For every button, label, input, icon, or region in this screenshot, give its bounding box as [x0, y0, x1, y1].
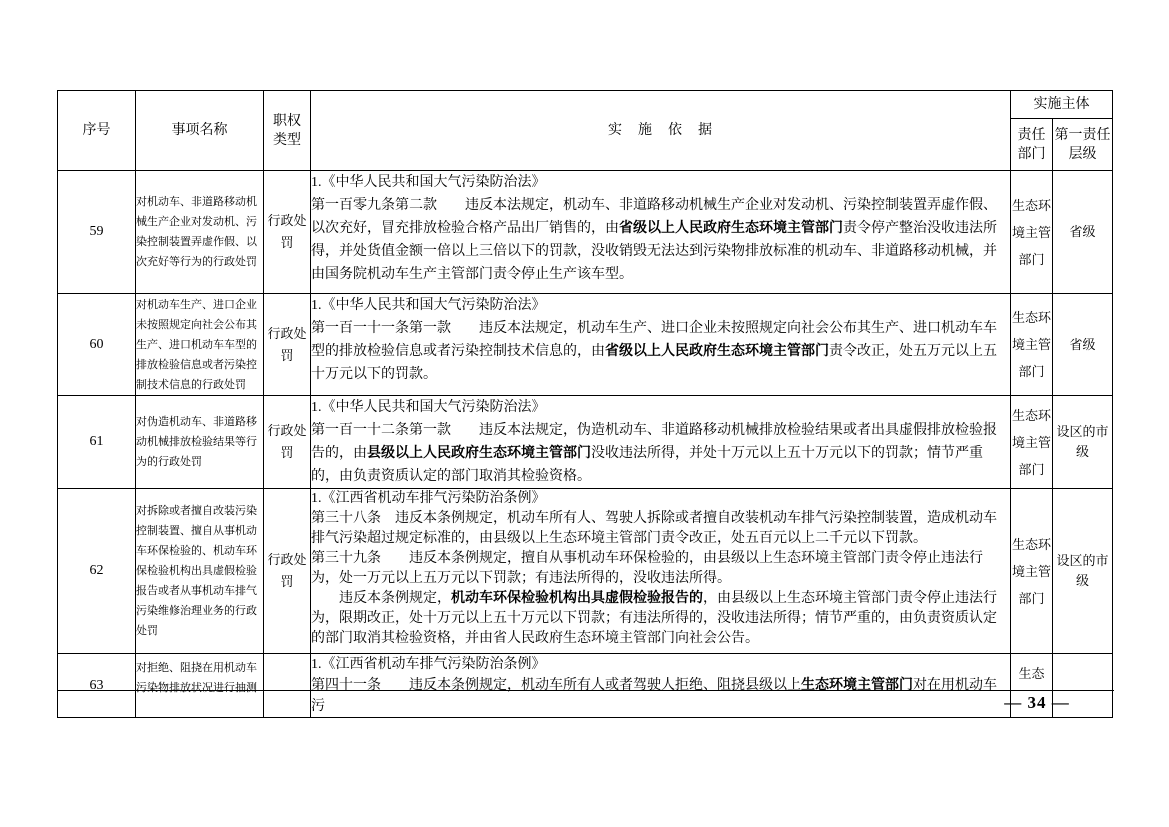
- basis-text: 第一百一十一条第一款 违反本法规定，机动车生产、进口企业未按照规定向社会公布其生产、进口机动车车型的排放检验信息或者污染控制技术信息的，由: [311, 321, 997, 359]
- header-dept: 责任 部门: [1011, 119, 1053, 171]
- cell-row-number: 60: [58, 294, 136, 396]
- header-basis: 实 施 依 据: [311, 91, 1011, 171]
- basis-paragraph: [311, 489, 1010, 509]
- basis-text: 1.《中华人民共和国大气污染防治法》: [311, 400, 546, 415]
- header-type: 职权 类型: [264, 91, 311, 171]
- basis-text: 没收违法所得，并处十万元以上五十万元以下的罚款；情节严重的，由负责资质认定的部门取消其检验资格。: [311, 446, 983, 484]
- table-body: [58, 171, 1113, 718]
- cell-item-name: 对拒绝、阻挠在用机动车污染物排放状况进行抽测: [136, 654, 264, 718]
- basis-text-bold: 省级以上人民政府生态环境主管部门: [605, 344, 829, 359]
- basis-paragraph: [311, 194, 1010, 286]
- header-no: 序号: [58, 91, 136, 171]
- cell-responsible-department: 生态环境主管部门: [1011, 294, 1053, 396]
- table-row: [58, 396, 1113, 489]
- cell-implementation-basis: [311, 171, 1011, 294]
- penalty-table: [57, 90, 1113, 718]
- basis-paragraph: [311, 654, 1010, 675]
- cell-implementation-basis: [311, 654, 1011, 718]
- cell-responsibility-level: 设区的市级: [1053, 489, 1113, 654]
- basis-paragraph: [311, 317, 1010, 386]
- cell-row-number: 63: [58, 654, 136, 718]
- cell-item-name: 对机动车、非道路移动机械生产企业对发动机、污染控制装置弄虚作假、以次充好等行为的行政处罚: [136, 171, 264, 294]
- cell-responsibility-level: 省级: [1053, 294, 1113, 396]
- table-row: [58, 171, 1113, 294]
- cell-responsibility-level: 省级: [1053, 171, 1113, 294]
- cell-row-number: 61: [58, 396, 136, 489]
- basis-text: 第一百一十二条第一款 违反本法规定，伪造机动车、非道路移动机械排放检验结果或者出具虚假排放检验报告的，由: [311, 423, 997, 461]
- basis-paragraph: [311, 294, 1010, 317]
- cell-authority-type: 行政处罚: [264, 294, 311, 396]
- header-name: 事项名称: [136, 91, 264, 171]
- basis-text: 第三十八条 违反本条例规定，机动车所有人、驾驶人拆除或者擅自改装机动车排气污染控制装置，造成机动车排气污染超过规定标准的，由县级以上生态环境主管部门责令改正，处五百元以上二千元以下罚款。: [311, 511, 997, 546]
- basis-text: 违反本条例规定，: [311, 591, 451, 606]
- cell-responsibility-level: 设区的市级: [1053, 396, 1113, 489]
- cell-item-name: 对伪造机动车、非道路移动机械排放检验结果等行为的行政处罚: [136, 396, 264, 489]
- cell-authority-type: 行政处罚: [264, 171, 311, 294]
- basis-paragraph: [311, 589, 1010, 649]
- cell-row-number: 59: [58, 171, 136, 294]
- basis-paragraph: [311, 675, 1010, 717]
- basis-paragraph: [311, 509, 1010, 549]
- basis-text: 第一百零九条第二款 违反本法规定，机动车、非道路移动机械生产企业对发动机、污染控制装置弄虚作假、以次充好，冒充排放检验合格产品出厂销售的，由: [311, 198, 997, 236]
- cell-responsible-department: 生态环境主管部门: [1011, 396, 1053, 489]
- basis-text: 第四十一条 违反本条例规定，机动车所有人或者驾驶人拒绝、阻挠县级以上: [311, 678, 801, 693]
- table-row: [58, 489, 1113, 654]
- basis-paragraph: [311, 549, 1010, 589]
- basis-text: 责令改正，处五万元以上五十万元以下的罚款。: [311, 344, 997, 382]
- cell-row-number: 62: [58, 489, 136, 654]
- cell-authority-type: 行政处罚: [264, 489, 311, 654]
- cell-item-name: 对机动车生产、进口企业未按照规定向社会公布其生产、进口机动车车型的排放检验信息或者污染控制技术信息的行政处罚: [136, 294, 264, 396]
- cell-responsible-department: 生态: [1011, 654, 1053, 718]
- page-number: — 34 —: [1004, 693, 1070, 712]
- basis-text: 1.《江西省机动车排气污染防治条例》: [311, 657, 546, 672]
- header-level: 第一责任层级: [1053, 119, 1113, 171]
- cell-implementation-basis: [311, 489, 1011, 654]
- basis-text: 1.《江西省机动车排气污染防治条例》: [311, 491, 546, 506]
- basis-text: 第三十九条 违反本条例规定，擅自从事机动车环保检验的，由县级以上生态环境主管部门责令停止违法行为，处一万元以上五万元以下罚款；有违法所得的，没收违法所得。: [311, 551, 983, 586]
- cell-authority-type: [264, 654, 311, 718]
- basis-text-bold: 生态环境主管部门: [801, 678, 913, 693]
- table-row: [58, 654, 1113, 718]
- cell-responsible-department: 生态环境主管部门: [1011, 489, 1053, 654]
- basis-paragraph: [311, 396, 1010, 419]
- basis-text: 责令停产整治没收违法所得，并处货值金额一倍以上三倍以下的罚款，没收销毁无法达到污染物排放标准的机动车、非道路移动机械，并由国务院机动车生产主管部门责令停止生产该车型。: [311, 221, 997, 282]
- basis-text: 对在用机动车污: [311, 678, 997, 714]
- table-header: [58, 91, 1113, 171]
- basis-paragraph: [311, 171, 1010, 194]
- basis-text-bold: 省级以上人民政府生态环境主管部门: [619, 221, 843, 236]
- cell-item-name: 对拆除或者擅自改装污染控制装置、擅自从事机动车环保检验的、机动车环保检验机构出具虚假检验报告或者从事机动车排气污染维修治理业务的行政处罚: [136, 489, 264, 654]
- table-row: [58, 294, 1113, 396]
- cell-implementation-basis: [311, 294, 1011, 396]
- cell-responsible-department: 生态环境主管部门: [1011, 171, 1053, 294]
- basis-text-bold: 县级以上人民政府生态环境主管部门: [367, 446, 591, 461]
- cell-authority-type: 行政处罚: [264, 396, 311, 489]
- basis-text: ，由县级以上生态环境主管部门责令停止违法行为，限期改正，处十万元以上五十万元以下罚款；有违法所得的，没收违法所得；情节严重的，由负责资质认定的部门取消其检验资格，并由省人民政府生态环境主管部门向社会公告。: [311, 591, 997, 646]
- basis-text-bold: 机动车环保检验机构出具虚假检验报告的: [451, 591, 703, 606]
- basis-paragraph: [311, 419, 1010, 488]
- header-subject: 实施主体: [1011, 91, 1113, 119]
- cell-implementation-basis: [311, 396, 1011, 489]
- basis-text: 1.《中华人民共和国大气污染防治法》: [311, 175, 546, 190]
- basis-text: 1.《中华人民共和国大气污染防治法》: [311, 298, 546, 313]
